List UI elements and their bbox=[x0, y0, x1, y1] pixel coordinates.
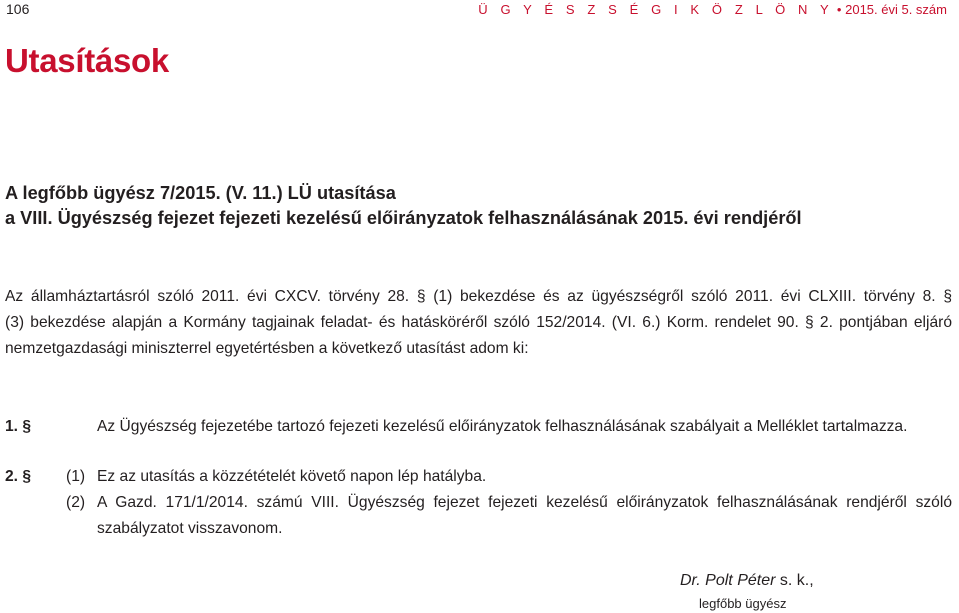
paragraph-1-number: (1) bbox=[66, 468, 86, 485]
preamble-line: nemzetgazdasági miniszterrel egyetértésben a következő utasítást adom ki: bbox=[5, 340, 529, 357]
signatory-name: Dr. Polt Péter bbox=[680, 572, 776, 589]
section-1-text: Az Ügyészség fejezetébe tartozó fejezeti kezelésű előirányzatok felhasználásának szabályait a Melléklet tartalmazza. bbox=[97, 418, 908, 435]
instruction-title-line1: A legfőbb ügyész 7/2015. (V. 11.) LÜ utasítása bbox=[5, 183, 396, 203]
paragraph-2-number: (2) bbox=[66, 494, 86, 511]
header-bullet: • bbox=[836, 2, 842, 17]
signature-name-line bbox=[680, 572, 814, 590]
paragraph-2-line: szabályzatot visszavonom. bbox=[97, 520, 283, 537]
paragraph-2-line: A Gazd. 171/1/2014. számú VIII. Ügyészség fejezet fejezeti kezelésű előirányzatok felhasználásának rendjéről szóló bbox=[97, 494, 952, 511]
preamble-line: Az államháztartásról szóló 2011. évi CXCV. törvény 28. § (1) bekezdése és az ügyészségről szóló 2011. évi CLXIII. törvény 8. § bbox=[5, 288, 952, 305]
section-title: Utasítások bbox=[5, 42, 169, 79]
signature-suffix: s. k., bbox=[775, 572, 814, 589]
signatory-title: legfőbb ügyész bbox=[699, 596, 787, 611]
section-2-number: 2. § bbox=[5, 468, 32, 485]
paragraph-1-text: Ez az utasítás a közzétételét követő napon lép hatályba. bbox=[97, 468, 487, 485]
section-1-number: 1. § bbox=[5, 418, 32, 435]
running-header bbox=[478, 2, 947, 17]
page-number: 106 bbox=[6, 1, 30, 17]
issue-label: 2015. évi 5. szám bbox=[845, 2, 947, 17]
instruction-title-line2: a VIII. Ügyészség fejezet fejezeti kezelésű előirányzatok felhasználásának 2015. évi rendjéről bbox=[5, 208, 802, 228]
journal-title: Ü G Y É S Z S É G I K Ö Z L Ö N Y bbox=[478, 2, 834, 17]
preamble-line: (3) bekezdése alapján a Kormány tagjainak feladat- és hatásköréről szóló 152/2014. (VI. 6.) Korm. rendelet 90. § 2. pontjában eljáró bbox=[5, 314, 952, 331]
